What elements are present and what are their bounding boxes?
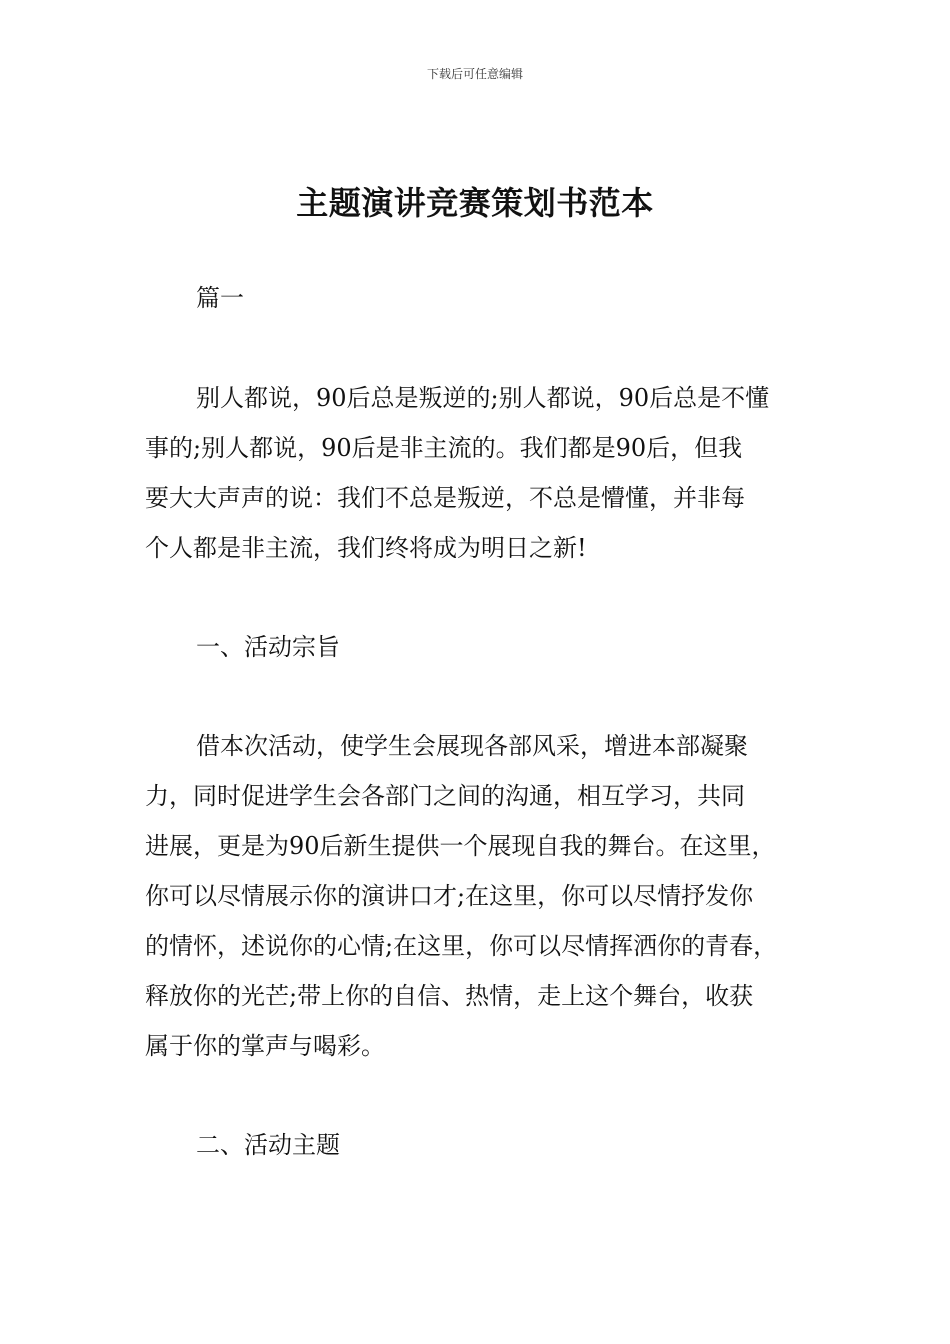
purpose-line-6: 释放你的光芒;带上你的自信、热情，走上这个舞台，收获 [145, 982, 754, 1010]
intro-line-3: 要大大声声的说：我们不总是叛逆，不总是懵懂，并非每 [145, 484, 745, 512]
section-label: 篇一 [196, 284, 244, 312]
purpose-line-1: 借本次活动，使学生会展现各部风采，增进本部凝聚 [196, 732, 748, 760]
document-title: 主题演讲竞赛策划书范本 [296, 184, 654, 222]
purpose-line-5: 的情怀，述说你的心情;在这里，你可以尽情挥洒你的青春， [145, 932, 778, 960]
purpose-line-4: 你可以尽情展示你的演讲口才;在这里，你可以尽情抒发你 [145, 882, 754, 910]
purpose-line-3: 进展，更是为90后新生提供一个展现自我的舞台。在这里， [145, 832, 776, 860]
purpose-line-2: 力，同时促进学生会各部门之间的沟通，相互学习，共同 [145, 782, 745, 810]
purpose-line-7: 属于你的掌声与喝彩。 [145, 1032, 385, 1060]
heading-activity-purpose: 一、活动宗旨 [196, 633, 340, 661]
intro-line-1: 别人都说，90后总是叛逆的;别人都说，90后总是不懂 [196, 384, 770, 412]
intro-line-2: 事的;别人都说，90后是非主流的。我们都是90后，但我 [145, 434, 743, 462]
heading-activity-theme: 二、活动主题 [196, 1131, 340, 1159]
intro-line-4: 个人都是非主流，我们终将成为明日之新! [145, 534, 587, 562]
header-note: 下载后可任意编辑 [426, 67, 523, 81]
